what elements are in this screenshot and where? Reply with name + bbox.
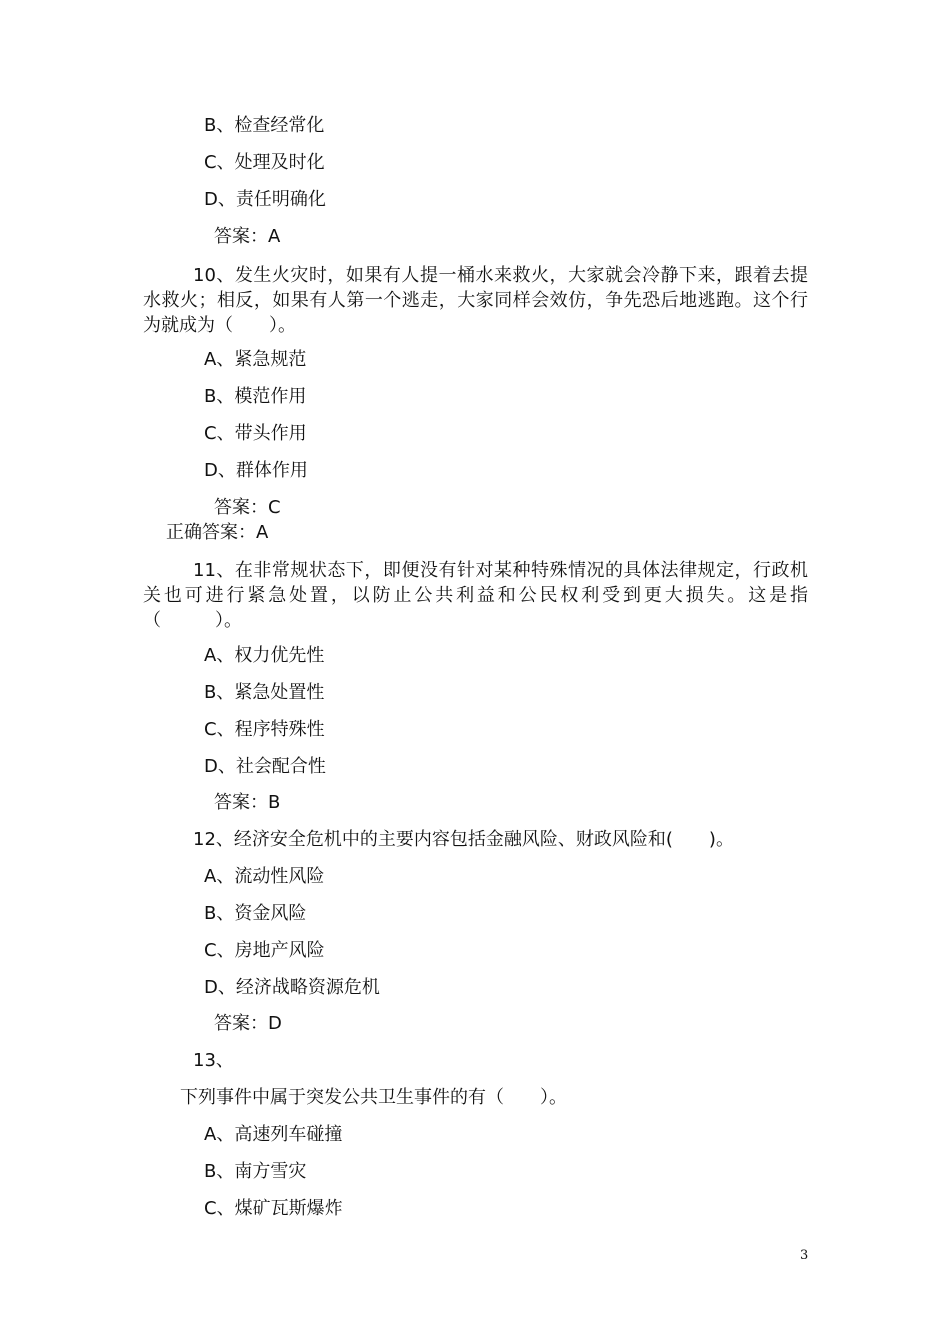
option-line: B、检查经常化 xyxy=(204,115,325,136)
question-11: 11、在非常规状态下，即便没有针对某种特殊情况的具体法律规定，行政机关也可进行紧急处置，以防止公共利益和公民权利受到更大损失。这是指（ ）。 xyxy=(143,560,808,631)
option-line: C、煤矿瓦斯爆炸 xyxy=(204,1198,343,1219)
option-line: B、模范作用 xyxy=(204,386,307,407)
question-13-number: 13、 xyxy=(193,1050,234,1071)
option-line: C、房地产风险 xyxy=(204,940,325,961)
option-line: A、权力优先性 xyxy=(204,645,325,666)
option-line: A、紧急规范 xyxy=(204,349,307,370)
option-line: C、程序特殊性 xyxy=(204,719,325,740)
answer-line: 答案：C xyxy=(214,497,281,518)
answer-line: 答案：D xyxy=(214,1013,282,1034)
option-line: D、社会配合性 xyxy=(204,756,326,777)
option-line: D、群体作用 xyxy=(204,460,308,481)
option-line: B、南方雪灾 xyxy=(204,1161,307,1182)
option-line: B、紧急处置性 xyxy=(204,682,325,703)
option-line: C、带头作用 xyxy=(204,423,307,444)
correct-answer-line: 正确答案：A xyxy=(166,522,269,543)
page-number: 3 xyxy=(800,1248,809,1263)
question-10: 10、发生火灾时，如果有人提一桶水来救火，大家就会冷静下来，跟着去提水救火；相反，如果有人第一个逃走，大家同样会效仿，争先恐后地逃跑。这个行为就成为（ ）。 xyxy=(143,265,808,336)
answer-line: 答案：B xyxy=(214,792,281,813)
question-12: 12、经济安全危机中的主要内容包括金融风险、财政风险和( )。 xyxy=(193,829,734,850)
question-13: 下列事件中属于突发公共卫生事件的有（ ）。 xyxy=(180,1087,567,1108)
option-line: A、流动性风险 xyxy=(204,866,325,887)
answer-line: 答案：A xyxy=(214,226,281,247)
option-line: D、经济战略资源危机 xyxy=(204,977,380,998)
option-line: D、责任明确化 xyxy=(204,189,326,210)
option-line: A、高速列车碰撞 xyxy=(204,1124,343,1145)
option-line: C、处理及时化 xyxy=(204,152,325,173)
option-line: B、资金风险 xyxy=(204,903,307,924)
